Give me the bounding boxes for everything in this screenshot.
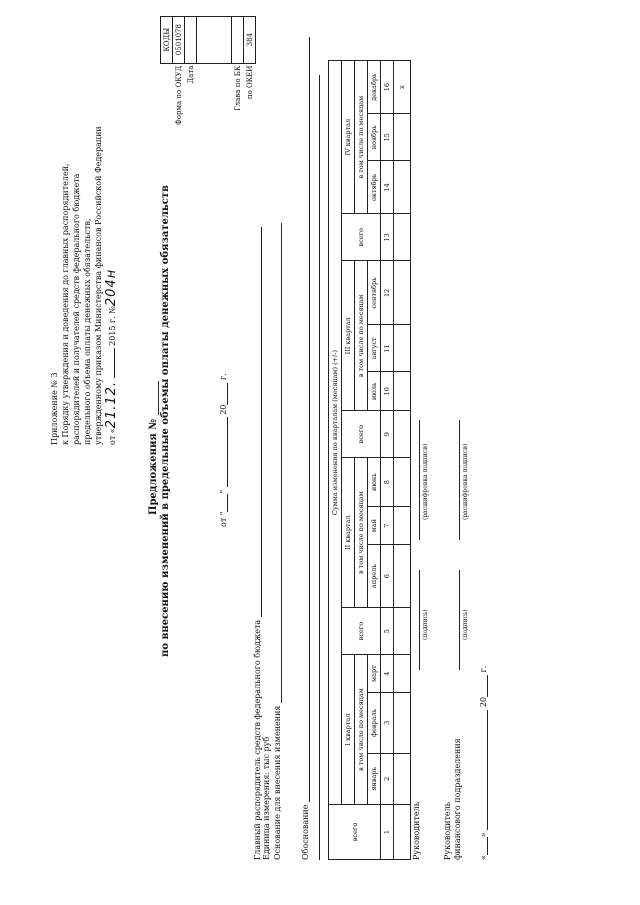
- value-cell-12: [394, 261, 411, 325]
- doc-date-line: [218, 373, 228, 527]
- appendix-line-5: утвержденному приказом Министерства финансов Российской Федерации: [94, 126, 103, 445]
- quarter-2: II квартал: [342, 458, 355, 608]
- month-oct: октябрь: [368, 161, 381, 214]
- doc-subtitle: по внесению изменений в предельные объемы оплаты денежных обязательств: [160, 185, 171, 657]
- sig-fin-sign-line: [458, 570, 460, 670]
- codes-value-date: [185, 16, 197, 63]
- q3-months-header: в том числе по месяцам: [355, 261, 368, 411]
- sig-fin-sign-caption: (подпись): [462, 609, 469, 640]
- sig-fin-decode-caption: (расшифровка подписи): [462, 443, 469, 520]
- date-from-label: от ": [219, 511, 228, 527]
- sig-head-label: Руководитель: [412, 801, 421, 860]
- appendix-year-number: 2015 г. №: [108, 306, 117, 346]
- month-jul: июль: [368, 372, 381, 411]
- value-cell-11: [394, 325, 411, 372]
- num-5: 5: [381, 608, 394, 655]
- q1-months-header: в том числе по месяцам: [355, 655, 368, 805]
- value-cell-7: [394, 507, 411, 545]
- month-jun: июнь: [368, 458, 381, 507]
- date-year-suffix: г.: [219, 373, 228, 381]
- sig-head-decode-line: [418, 420, 420, 540]
- sig-date-open-quote: «: [479, 855, 488, 860]
- month-mar: март: [368, 655, 381, 693]
- num-13: 13: [381, 214, 394, 261]
- codes-table: [160, 16, 256, 127]
- field-chief-label: Главный распорядитель средств федерального бюджета: [253, 619, 262, 860]
- q3-total: всего: [342, 411, 381, 458]
- num-8: 8: [381, 458, 394, 507]
- date-year-prefix: 20: [219, 404, 228, 415]
- quarter-3: III квартал: [342, 261, 355, 411]
- quarter-4: IV квартал: [342, 61, 355, 214]
- value-cell-6: [394, 545, 411, 608]
- appendix-line-1: Приложение № 3: [50, 372, 59, 445]
- sig-date-year-suffix: г.: [479, 665, 488, 673]
- field-justification-label: Обоснование: [301, 804, 310, 860]
- codes-value-blank: [197, 16, 232, 63]
- doc-title: [148, 381, 159, 515]
- quarter-1: I квартал: [342, 655, 355, 805]
- main-table: [328, 60, 411, 860]
- num-3: 3: [381, 693, 394, 753]
- col-total: всего: [329, 805, 381, 860]
- num-7: 7: [381, 507, 394, 545]
- appendix-number-handwritten: 204н: [104, 268, 119, 307]
- value-cell-13: [394, 214, 411, 261]
- appendix-line-3: распорядителей и получателей средств федерального бюджета: [72, 173, 81, 445]
- sig-head-sign-line: [418, 570, 420, 670]
- field-justification: [300, 37, 310, 860]
- codes-value-okei: 384: [244, 16, 256, 63]
- num-15: 15: [381, 114, 394, 161]
- value-cell-5: [394, 608, 411, 655]
- codes-header: КОДЫ: [161, 16, 173, 63]
- num-4: 4: [381, 655, 394, 693]
- num-12: 12: [381, 261, 394, 325]
- sig-fin-label-2: финансового подразделения: [453, 738, 462, 860]
- sig-fin-decode-line: [458, 420, 460, 540]
- num-10: 10: [381, 372, 394, 411]
- appendix-line-6: [104, 269, 119, 445]
- value-cell-14: [394, 161, 411, 214]
- sig-head-decode-caption: (расшифровка подписи): [422, 443, 429, 520]
- sig-fin-label-1: Руководитель: [443, 801, 452, 860]
- month-feb: февраль: [368, 693, 381, 753]
- month-may: май: [368, 507, 381, 545]
- month-sep: сентябрь: [368, 261, 381, 325]
- appendix-line-2: к Порядку утверждения и доведения до главных распорядителей,: [61, 163, 70, 445]
- value-cell-15: [394, 114, 411, 161]
- sig-head-sign-caption: (подпись): [422, 609, 429, 640]
- codes-label-date: Дата: [186, 65, 195, 84]
- month-nov: ноябрь: [368, 114, 381, 161]
- month-aug: август: [368, 325, 381, 372]
- value-cell-4: [394, 655, 411, 693]
- doc-title-text: Предложения №: [148, 418, 159, 515]
- month-dec: декабрь: [368, 61, 381, 114]
- value-cell-16: x: [394, 61, 411, 114]
- field-chief: [252, 227, 262, 860]
- appendix-from: от «: [108, 428, 117, 445]
- date-quote: ": [219, 489, 228, 494]
- value-cell-8: [394, 458, 411, 507]
- month-jan: январь: [368, 753, 381, 804]
- num-2: 2: [381, 753, 394, 804]
- num-1: 1: [381, 805, 394, 860]
- q2-months-header: в том числе по месяцам: [355, 458, 368, 608]
- field-basis-label: Основание для внесения изменения: [273, 705, 282, 860]
- field-unit: Единица измерения: тыс руб: [262, 736, 271, 860]
- num-16: 16: [381, 61, 394, 114]
- field-basis: [272, 223, 282, 860]
- justification-line-2: [318, 75, 320, 860]
- appendix-line-4: предельного объема оплаты денежных обязательств,: [83, 218, 92, 445]
- value-cell-9: [394, 411, 411, 458]
- codes-label-bk: Глава по БК: [233, 65, 242, 111]
- codes-label-okei: по ОКЕИ: [245, 65, 254, 100]
- num-6: 6: [381, 545, 394, 608]
- q4-months-header: в том числе по месяцам: [355, 61, 368, 214]
- codes-label-okud: Форма по ОКУД: [174, 65, 183, 125]
- sig-date-close-quote: »: [479, 832, 488, 838]
- num-9: 9: [381, 411, 394, 458]
- sig-date-line: [478, 666, 488, 860]
- month-apr: апрель: [368, 545, 381, 608]
- num-14: 14: [381, 161, 394, 214]
- q2-total: всего: [342, 608, 381, 655]
- codes-value-okud: 0501078: [173, 16, 185, 63]
- q4-total: всего: [342, 214, 381, 261]
- sum-header: Сумма изменения по кварталам (месяцам) (+/-): [329, 61, 342, 805]
- value-cell-10: [394, 372, 411, 411]
- sig-date-year-prefix: 20: [479, 696, 488, 708]
- num-11: 11: [381, 325, 394, 372]
- appendix-date-handwritten: 21.12.: [104, 380, 119, 429]
- value-cell-3: [394, 693, 411, 753]
- codes-value-bk: [232, 16, 244, 63]
- value-cell-2: [394, 753, 411, 804]
- value-cell-1: [394, 805, 411, 860]
